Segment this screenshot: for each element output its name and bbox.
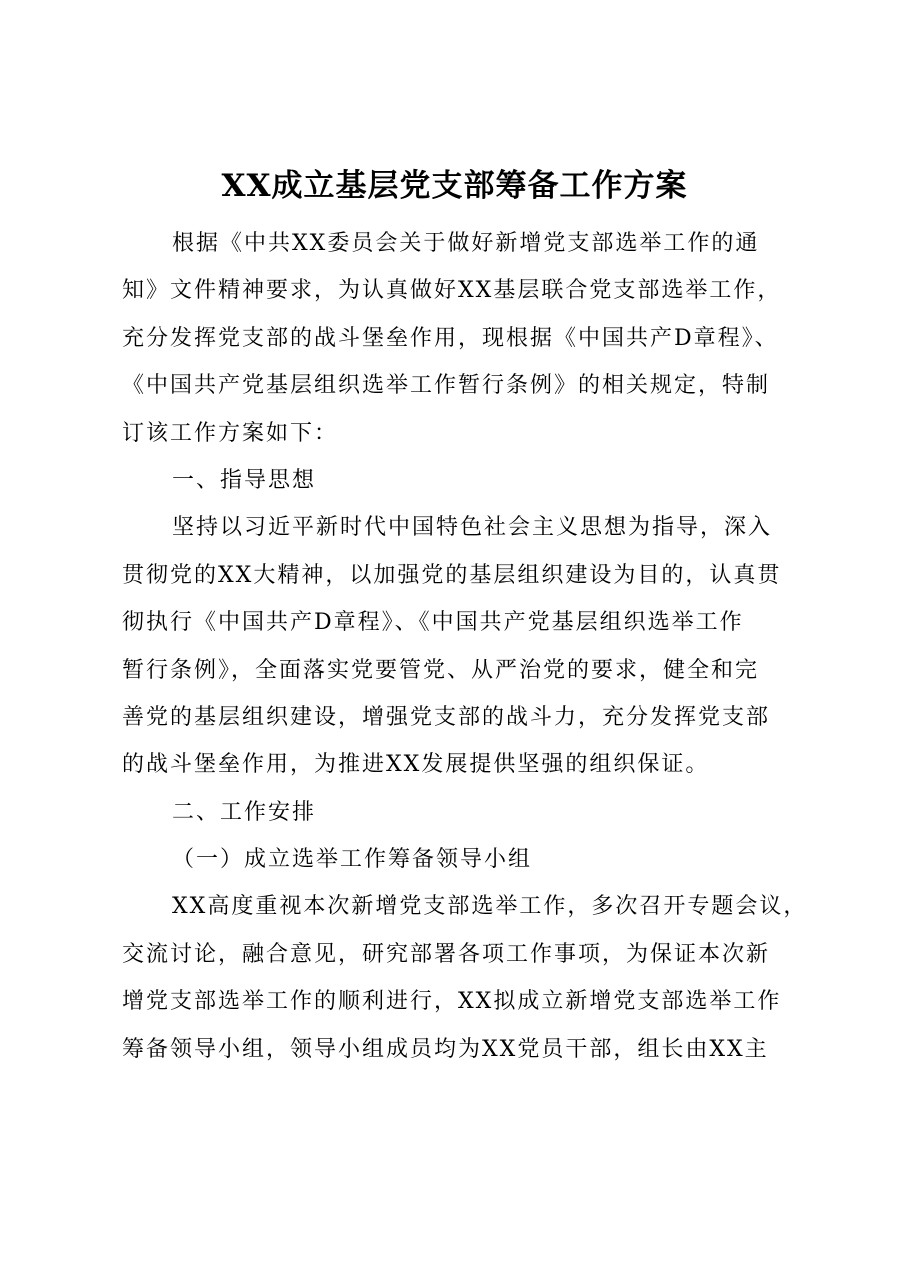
body-text-line: 知》文件精神要求，为认真做好XX基层联合党支部选举工作， — [122, 278, 782, 304]
body-text-line: 订该工作方案如下： — [122, 420, 339, 446]
document-title: XX成立基层党支部筹备工作方案 — [221, 168, 688, 204]
body-text-line: 《中国共产党基层组织选举工作暂行条例》的相关规定，特制 — [122, 373, 771, 399]
body-text-line: 充分发挥党支部的战斗堡垒作用，现根据《中国共产D章程》、 — [122, 325, 779, 351]
body-text-line: 一、指导思想 — [172, 467, 317, 493]
body-text-line: 彻执行《中国共产D章程》、《中国共产党基层组织选举工作 — [122, 610, 744, 636]
body-text-line: 善党的基层组织建设，增强党支部的战斗力，充分发挥党支部 — [122, 704, 771, 730]
body-text-line: 增党支部选举工作的顺利进行，XX拟成立新增党支部选举工作 — [122, 989, 782, 1015]
body-text-line: 贯彻党的XX大精神，以加强党的基层组织建设为目的，认真贯 — [122, 562, 782, 588]
body-text-line: （一）成立选举工作筹备领导小组 — [172, 847, 533, 873]
body-text-line: 根据《中共XX委员会关于做好新增党支部选举工作的通 — [172, 231, 760, 256]
body-text-line: 坚持以习近平新时代中国特色社会主义思想为指导，深入 — [172, 515, 773, 541]
body-text-line: 交流讨论，融合意见，研究部署各项工作事项，为保证本次新 — [122, 941, 771, 967]
body-text-line: 暂行条例》，全面落实党要管党、从严治党的要求，健全和完 — [122, 657, 760, 683]
body-text-line: 的战斗堡垒作用，为推进XX发展提供坚强的组织保证。 — [122, 752, 710, 778]
document-body — [122, 220, 822, 1073]
body-text-line: XX高度重视本次新增党支部选举工作，多次召开专题会议， — [172, 894, 808, 920]
body-text-line: 筹备领导小组，领导小组成员均为XX党员干部，组长由XX主 — [122, 1036, 769, 1062]
body-text-line: 二、工作安排 — [172, 799, 317, 825]
